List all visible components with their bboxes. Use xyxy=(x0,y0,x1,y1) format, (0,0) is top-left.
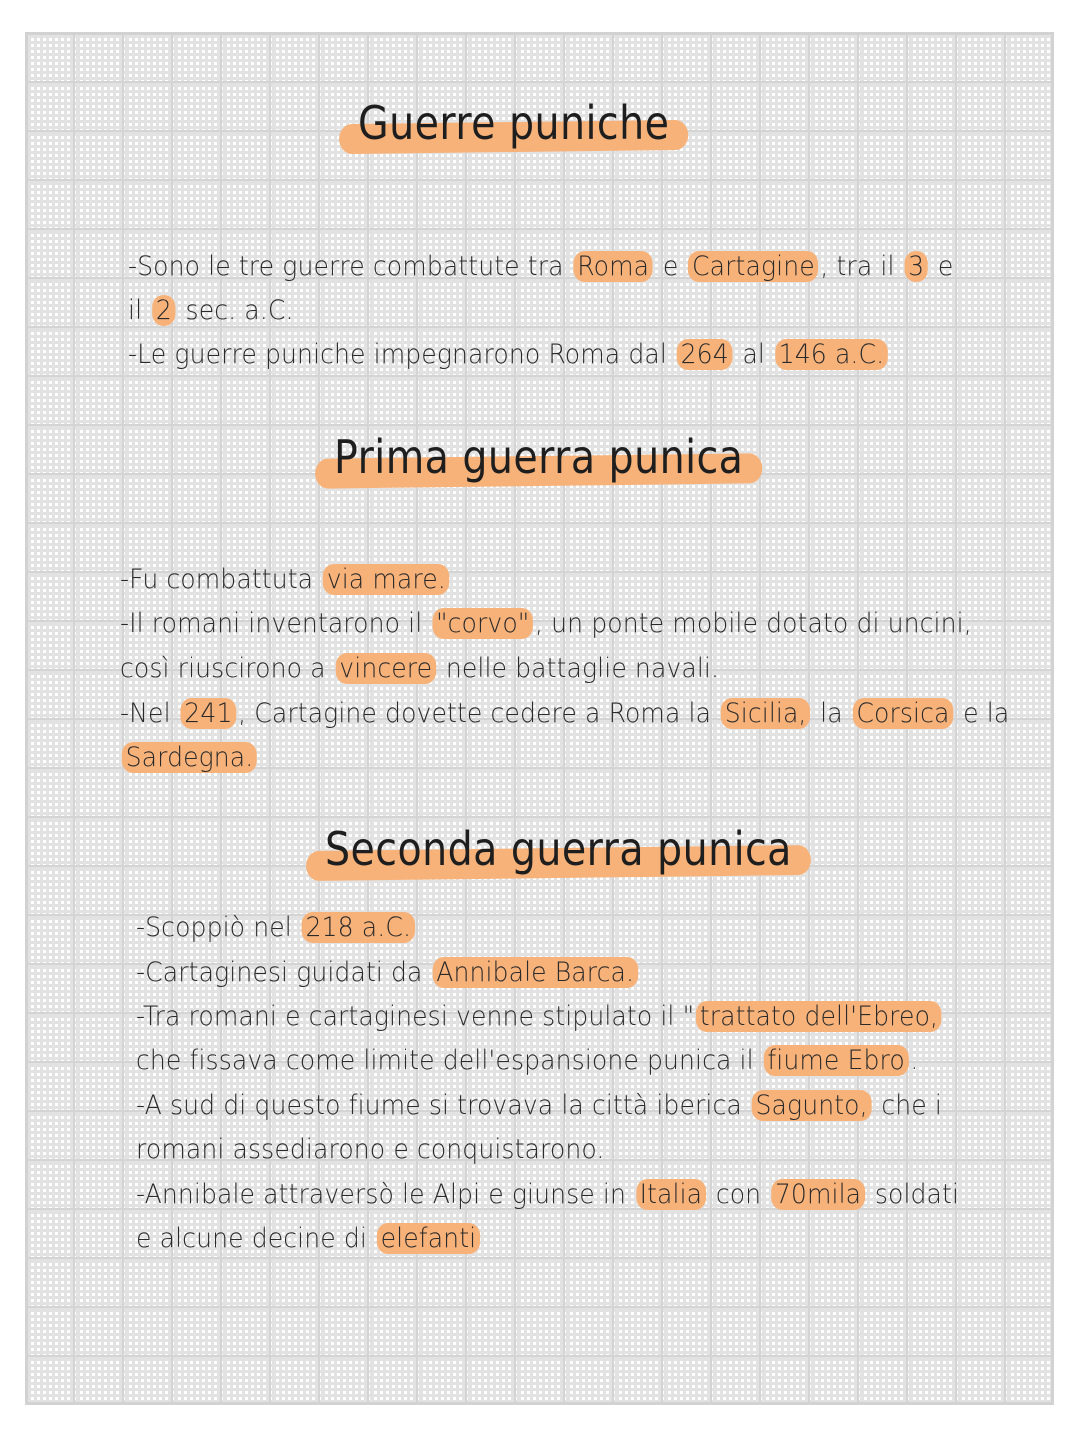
highlighted-term: Corsica xyxy=(853,698,954,729)
text-segment: e alcune decine di xyxy=(136,1223,376,1254)
text-segment: sec. a.C. xyxy=(177,295,294,326)
text-segment: e xyxy=(654,251,687,282)
highlighted-term: Sardegna. xyxy=(122,742,257,773)
section-title-seconda-guerra-punica: Seconda guerra punica xyxy=(325,822,792,876)
text-line xyxy=(120,607,972,641)
text-line xyxy=(136,911,417,945)
text-line xyxy=(120,563,451,597)
text-segment: -Le guerre puniche impegnarono Roma dal xyxy=(128,339,675,370)
text-line xyxy=(128,338,890,372)
text-line xyxy=(128,250,953,284)
text-line xyxy=(136,1000,944,1034)
text-segment: che fissava come limite dell'espansione punica il xyxy=(136,1045,762,1076)
text-segment: -Sono le tre guerre combattute tra xyxy=(128,251,572,282)
highlighted-term: "corvo" xyxy=(432,608,533,639)
text-segment: -Annibale attraversò le Alpi e giunse in xyxy=(136,1179,635,1210)
text-segment: -Scoppiò nel xyxy=(136,912,300,943)
text-segment: che i xyxy=(873,1090,942,1121)
text-segment: al xyxy=(734,339,774,370)
highlighted-term: vincere xyxy=(336,653,436,684)
text-segment: -A sud di questo fiume si trovava la città iberica xyxy=(136,1090,750,1121)
section-title-prima-guerra-punica: Prima guerra punica xyxy=(334,430,743,484)
text-line xyxy=(136,1222,482,1256)
highlighted-term: Roma xyxy=(574,251,653,282)
text-line xyxy=(136,1133,604,1167)
text-segment: -Tra romani e cartaginesi venne stipulato il " xyxy=(136,1001,695,1032)
text-segment: -Fu combattuta xyxy=(120,564,322,595)
text-line xyxy=(136,1089,942,1123)
highlighted-term: 264 xyxy=(677,339,733,370)
highlighted-term: Italia xyxy=(636,1179,706,1210)
text-line xyxy=(120,697,1009,731)
text-line xyxy=(136,956,640,990)
text-segment: romani assediarono e conquistarono. xyxy=(136,1134,605,1165)
text-segment: soldati xyxy=(866,1179,960,1210)
highlighted-term: via mare. xyxy=(323,564,450,595)
highlighted-term: Sicilia, xyxy=(721,698,810,729)
section-title-guerre-puniche: Guerre puniche xyxy=(358,96,669,150)
highlighted-term: elefanti xyxy=(377,1223,480,1254)
text-segment: -Nel xyxy=(120,698,179,729)
highlighted-term: 2 xyxy=(152,295,176,326)
text-segment: -Cartaginesi guidati da xyxy=(136,957,431,988)
text-segment: così riuscirono a xyxy=(120,653,334,684)
highlighted-term: Sagunto, xyxy=(752,1090,872,1121)
text-segment: , tra il xyxy=(820,251,903,282)
highlighted-term: Annibale Barca. xyxy=(432,957,637,988)
text-segment: il xyxy=(128,295,151,326)
text-line xyxy=(136,1044,918,1078)
highlighted-term: 218 a.C. xyxy=(302,912,415,943)
highlighted-term: trattato dell'Ebreo, xyxy=(696,1001,942,1032)
text-segment: , Cartagine dovette cedere a Roma la xyxy=(238,698,720,729)
text-line xyxy=(120,741,259,775)
text-segment: con xyxy=(707,1179,770,1210)
text-segment: e la xyxy=(955,698,1010,729)
highlighted-term: 146 a.C. xyxy=(775,339,888,370)
highlighted-term: Cartagine xyxy=(688,251,818,282)
text-segment: nelle battaglie navali. xyxy=(437,653,720,684)
text-segment: e xyxy=(929,251,954,282)
text-line xyxy=(120,652,719,686)
text-line xyxy=(128,294,294,328)
text-segment: la xyxy=(812,698,851,729)
text-segment: , un ponte mobile dotato di uncini, xyxy=(534,608,972,639)
highlighted-term: fiume Ebro xyxy=(764,1045,909,1076)
highlighted-term: 3 xyxy=(904,251,928,282)
highlighted-term: 241 xyxy=(181,698,237,729)
text-line xyxy=(136,1178,959,1212)
highlighted-term: 70mila xyxy=(771,1179,865,1210)
text-segment: . xyxy=(910,1045,919,1076)
text-segment: -Il romani inventarono il xyxy=(120,608,431,639)
